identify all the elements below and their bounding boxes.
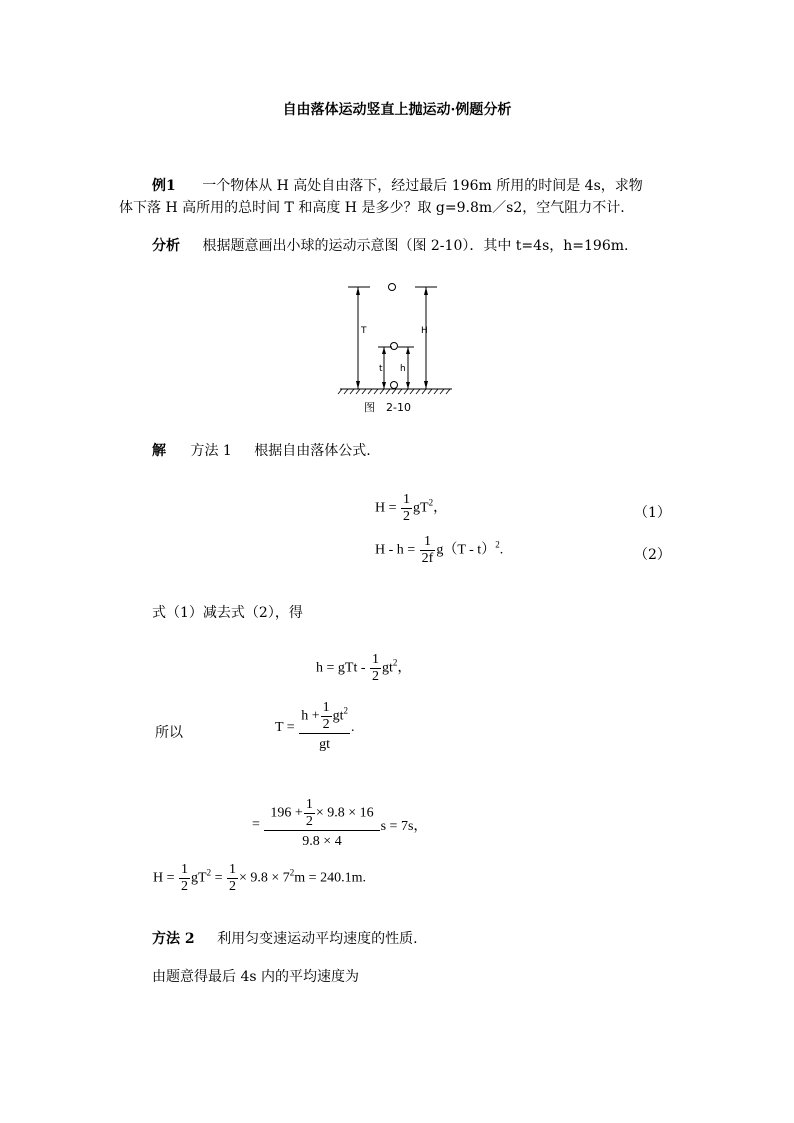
ground-hatching <box>338 389 450 394</box>
eq1-numerator: 1 <box>403 492 411 507</box>
eq4-lhs: T = <box>275 720 295 735</box>
eq2-denominator: 2f <box>421 551 434 566</box>
eq2-end: . <box>499 542 504 558</box>
H-arrow-down <box>424 381 428 389</box>
eq4-num-h: h + <box>301 708 320 724</box>
eq4-denominator: gt <box>299 733 350 756</box>
eq6-fraction-1 <box>179 862 190 895</box>
eq4-end: . <box>351 720 355 735</box>
eq5-equals: = <box>252 817 260 832</box>
method1-label: 方法 1 <box>190 443 232 459</box>
h-arrow-down <box>406 382 410 389</box>
eq6-d-exp: 2 <box>289 867 295 878</box>
eq4-num-exp: 2 <box>343 705 348 716</box>
eq6-e: m = 240.1m. <box>294 870 366 886</box>
eq3-rhs: gt <box>382 660 393 676</box>
eq6-a: H = <box>153 870 175 886</box>
subtract-text: 式（1）减去式（2），得 <box>152 605 303 621</box>
eq5-fraction <box>264 797 379 853</box>
eq3-lhs: h = gTt - <box>316 660 366 676</box>
eq6-b: gT <box>191 870 207 886</box>
eq5-denominator: 9.8 × 4 <box>264 830 379 853</box>
ball-bottom <box>391 382 398 389</box>
method1-text: 根据自由落体公式. <box>254 443 371 459</box>
figure-caption: 图 2-10 <box>364 401 411 414</box>
eq5-num-frac-den: 2 <box>305 814 313 829</box>
t-arrow-up <box>382 347 386 354</box>
eq1-end: ， <box>433 500 448 516</box>
equation-2 <box>375 534 503 567</box>
eq5-num-fraction <box>304 797 315 830</box>
eq2-number: （2） <box>634 547 671 563</box>
eq4-num-gt: gt <box>332 708 344 724</box>
eq2-rhs: g（T - t） <box>436 542 496 558</box>
eq6-d: × 9.8 × 7 <box>238 870 290 886</box>
eq1-exponent: 2 <box>428 497 434 508</box>
equation-4 <box>275 700 355 756</box>
eq1-lhs: H = <box>375 500 397 516</box>
eq1-fraction <box>401 492 412 525</box>
eq5-numerator <box>264 797 379 830</box>
eq6-f1-num: 1 <box>181 862 189 877</box>
example-text-1: 一个物体从 H 高处自由落下，经过最后 196m 所用的时间是 4s，求物 <box>202 178 643 194</box>
eq1-number: （1） <box>634 505 671 521</box>
page-title: 自由落体运动竖直上抛运动·例题分析 <box>282 102 512 118</box>
eq3-fraction <box>370 652 381 685</box>
last-line: 由题意得最后 4s 内的平均速度为 <box>152 969 359 985</box>
label-T: T <box>361 326 367 336</box>
analysis-line <box>152 235 628 257</box>
eq5-end: s = 7s， <box>380 819 428 834</box>
eq4-numerator <box>299 700 350 733</box>
eq6-f1-den: 2 <box>181 879 189 894</box>
h-arrow-up <box>406 347 410 354</box>
eq3-end: ， <box>397 660 412 676</box>
method2-text: 利用匀变速运动平均速度的性质. <box>217 931 418 947</box>
ball-top <box>389 284 396 291</box>
ball-middle <box>391 343 398 350</box>
eq6-c: = <box>211 870 223 886</box>
equation-5 <box>252 797 427 853</box>
eq2-numerator: 1 <box>424 534 431 549</box>
label-h: h <box>400 364 406 374</box>
example-text-2: 体下落 H 高所用的总时间 T 和高度 H 是多少？取 g=9.8m／s2，空气阻力不计. <box>119 200 625 216</box>
eq3-exponent: 2 <box>392 657 398 668</box>
method2-line <box>152 928 418 950</box>
solution-label: 解 <box>152 443 166 459</box>
equation-1 <box>375 492 447 525</box>
eq2-exponent: 2 <box>495 539 500 550</box>
eq4-num-fraction <box>321 700 332 733</box>
T-arrow-up <box>356 287 360 295</box>
eq5-num-frac-num: 1 <box>305 797 313 812</box>
eq6-b-exp: 2 <box>206 867 212 878</box>
motion-diagram <box>330 275 470 425</box>
t-arrow-down <box>382 382 386 389</box>
eq2-fraction <box>420 534 436 567</box>
solution-line <box>152 440 371 462</box>
method2-label: 方法 2 <box>152 931 195 947</box>
eq4-num-frac-num: 1 <box>322 700 330 715</box>
eq6-f2-den: 2 <box>228 879 236 894</box>
therefore-text: 所以 <box>155 725 183 741</box>
eq6-fraction-2 <box>227 862 238 895</box>
label-H: H <box>421 326 428 336</box>
eq1-rhs: gT <box>413 500 429 516</box>
eq6-f2-num: 1 <box>228 862 236 877</box>
H-arrow-up <box>424 287 428 295</box>
analysis-text: 根据题意画出小球的运动示意图（图 2-10）．其中 t=4s，h=196m. <box>202 238 629 254</box>
eq5-num-a: 196 + <box>270 805 303 821</box>
T-arrow-down <box>356 381 360 389</box>
analysis-label: 分析 <box>152 238 180 254</box>
eq5-num-b: × 9.8 × 16 <box>315 805 374 821</box>
label-t: t <box>379 364 383 374</box>
example-line-1 <box>152 175 643 197</box>
eq3-numerator: 1 <box>372 652 379 667</box>
eq4-num-frac-den: 2 <box>322 717 330 732</box>
eq2-lhs: H - h = <box>375 542 416 558</box>
equation-6 <box>153 862 366 895</box>
equation-3 <box>316 652 411 685</box>
eq1-denominator: 2 <box>403 509 411 524</box>
eq3-denominator: 2 <box>372 669 379 684</box>
eq4-fraction <box>299 700 350 756</box>
example-label: 例1 <box>152 178 176 194</box>
